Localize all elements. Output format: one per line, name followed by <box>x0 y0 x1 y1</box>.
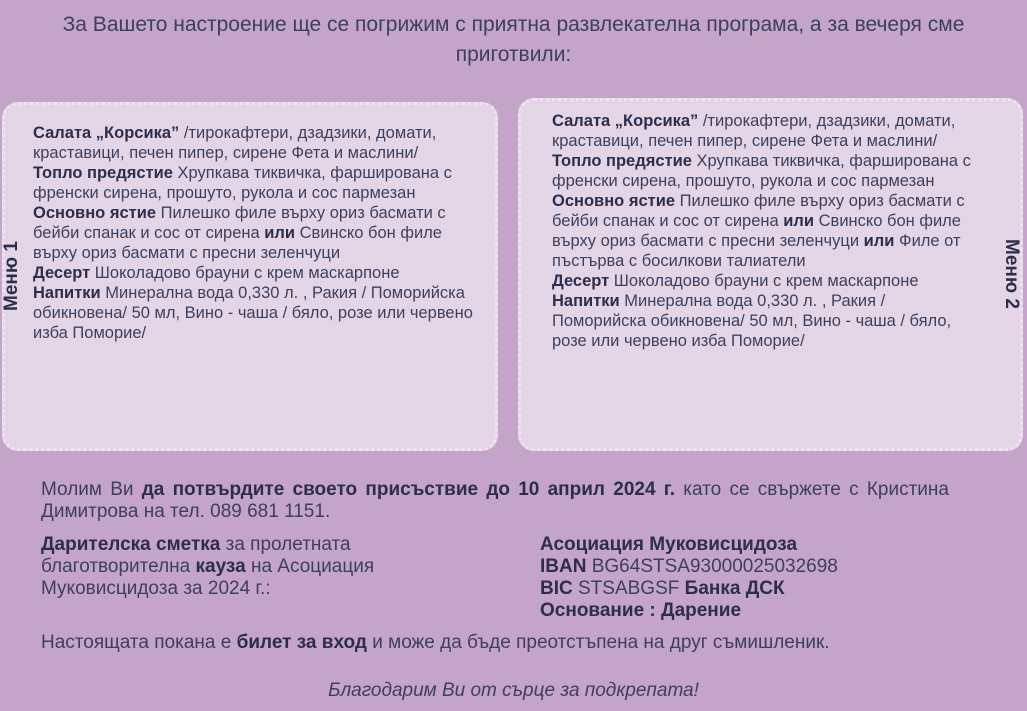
menu-2-main-text-3: Филе от пъстърва с босилкови талиатели <box>552 232 961 270</box>
bank-name: Банка ДСК <box>684 578 785 599</box>
bic-label: BIC <box>540 578 573 599</box>
menu-1-dessert-text: Шоколадово брауни с крем маскарпоне <box>90 264 400 282</box>
donation-paragraph <box>41 534 481 600</box>
menu-2-starter-title: Топло предястие <box>552 152 692 170</box>
menu-2-label: Меню 2 <box>1001 239 1023 309</box>
rsvp-pre: Молим Ви <box>41 479 142 500</box>
menu-1-salad-text: /тирокафтери, дзадзики, домати, краставици, печен пипер, сирене Фета и маслини/ <box>33 124 437 162</box>
menu-1-salad-title: Салата „Корсика” <box>33 124 180 142</box>
intro-text: За Вашето настроение ще се погрижим с приятна развлекателна програма, а за вечеря сме приготвили: <box>62 13 965 66</box>
menu-1-main-text: Пилешко филе върху ориз басмати с бейби спанак и сос от сирена <box>33 204 446 242</box>
rsvp-paragraph <box>41 479 949 523</box>
bic-value: STSABGSF <box>572 578 685 599</box>
menu-2-dessert-title: Десерт <box>552 272 610 290</box>
menu-1-starter-text: Хрупкава тиквичка, фарширована с френски сирена, прошуто, рукола и сос пармезан <box>33 164 452 202</box>
ticket-paragraph <box>41 632 949 654</box>
menu-2-salad-title: Салата „Корсика” <box>552 112 699 130</box>
rsvp-deadline: да потвърдите своето присъствие до 10 април 2024 г. <box>141 479 676 500</box>
menu-2-body <box>552 111 972 351</box>
menu-1-label: Меню 1 <box>0 241 22 311</box>
menu-2-main-or-2: или <box>863 232 895 250</box>
menu-2-main-title: Основно ястие <box>552 192 676 210</box>
iban-label: IBAN <box>540 556 587 577</box>
menu-2-starter-text: Хрупкава тиквичка, фарширована с френски сирена, прошуто, рукола и сос пармезан <box>552 152 971 190</box>
iban-value: BG64STSA93000025032698 <box>586 556 838 577</box>
donation-text-2: на Асоциация Муковисцидоза за 2024 г.: <box>41 556 375 599</box>
menu-1-body <box>33 123 478 343</box>
menu-2-dessert-text: Шоколадово брауни с крем маскарпоне <box>609 272 919 290</box>
menu-1-main-text-2: Свинско бон филе върху ориз басмати с пресни зеленчуци <box>33 224 442 262</box>
menu-1-drinks-title: Напитки <box>33 284 101 302</box>
menu-1-main-title: Основно ястие <box>33 204 157 222</box>
payment-reason: Основание : Дарение <box>540 600 742 621</box>
menu-1-main-or: или <box>264 224 296 242</box>
thanks-text: Благодарим Ви от сърце за подкрепата! <box>328 680 699 701</box>
bank-details <box>540 534 980 622</box>
menu-1-dessert-title: Десерт <box>33 264 91 282</box>
ticket-pre: Настоящата покана е <box>41 632 237 653</box>
menu-2-main-text-2: Свинско бон филе върху ориз басмати с пресни зеленчуци <box>552 212 961 250</box>
menu-1-drinks-text: Минерална вода 0,330 л. , Ракия / Поморийска обикновена/ 50 мл, Вино - чаша / бяло, розе или червено изба Поморие/ <box>33 284 473 342</box>
bank-account-name: Асоциация Муковисцидоза <box>540 534 798 555</box>
rsvp-contact: като се свържете с Кристина Димитрова на тел. 089 681 1151. <box>41 479 949 522</box>
menu-2-main-or-1: или <box>783 212 815 230</box>
menu-2-salad-text: /тирокафтери, дзадзики, домати, краставици, печен пипер, сирене Фета и маслини/ <box>552 112 956 150</box>
ticket-bold: билет за вход <box>236 632 367 653</box>
menu-2-card <box>518 98 1023 451</box>
menu-2-main-text: Пилешко филе върху ориз басмати с бейби спанак и сос от сирена <box>552 192 965 230</box>
donation-cause: кауза <box>195 556 246 577</box>
menu-2-drinks-text: Минерална вода 0,330 л. , Ракия / Поморийска обикновена/ 50 мл, Вино - чаша / бяло, розе или червено изба Поморие/ <box>552 292 952 350</box>
menu-1-card <box>2 102 498 451</box>
donation-text-1: за пролетната благотворителна <box>41 534 351 577</box>
menu-2-drinks-title: Напитки <box>552 292 620 310</box>
ticket-post: и може да бъде преотстъпена на друг съмишленик. <box>366 632 830 653</box>
donation-account-label: Дарителска сметка <box>41 534 221 555</box>
menu-1-starter-title: Топло предястие <box>33 164 173 182</box>
